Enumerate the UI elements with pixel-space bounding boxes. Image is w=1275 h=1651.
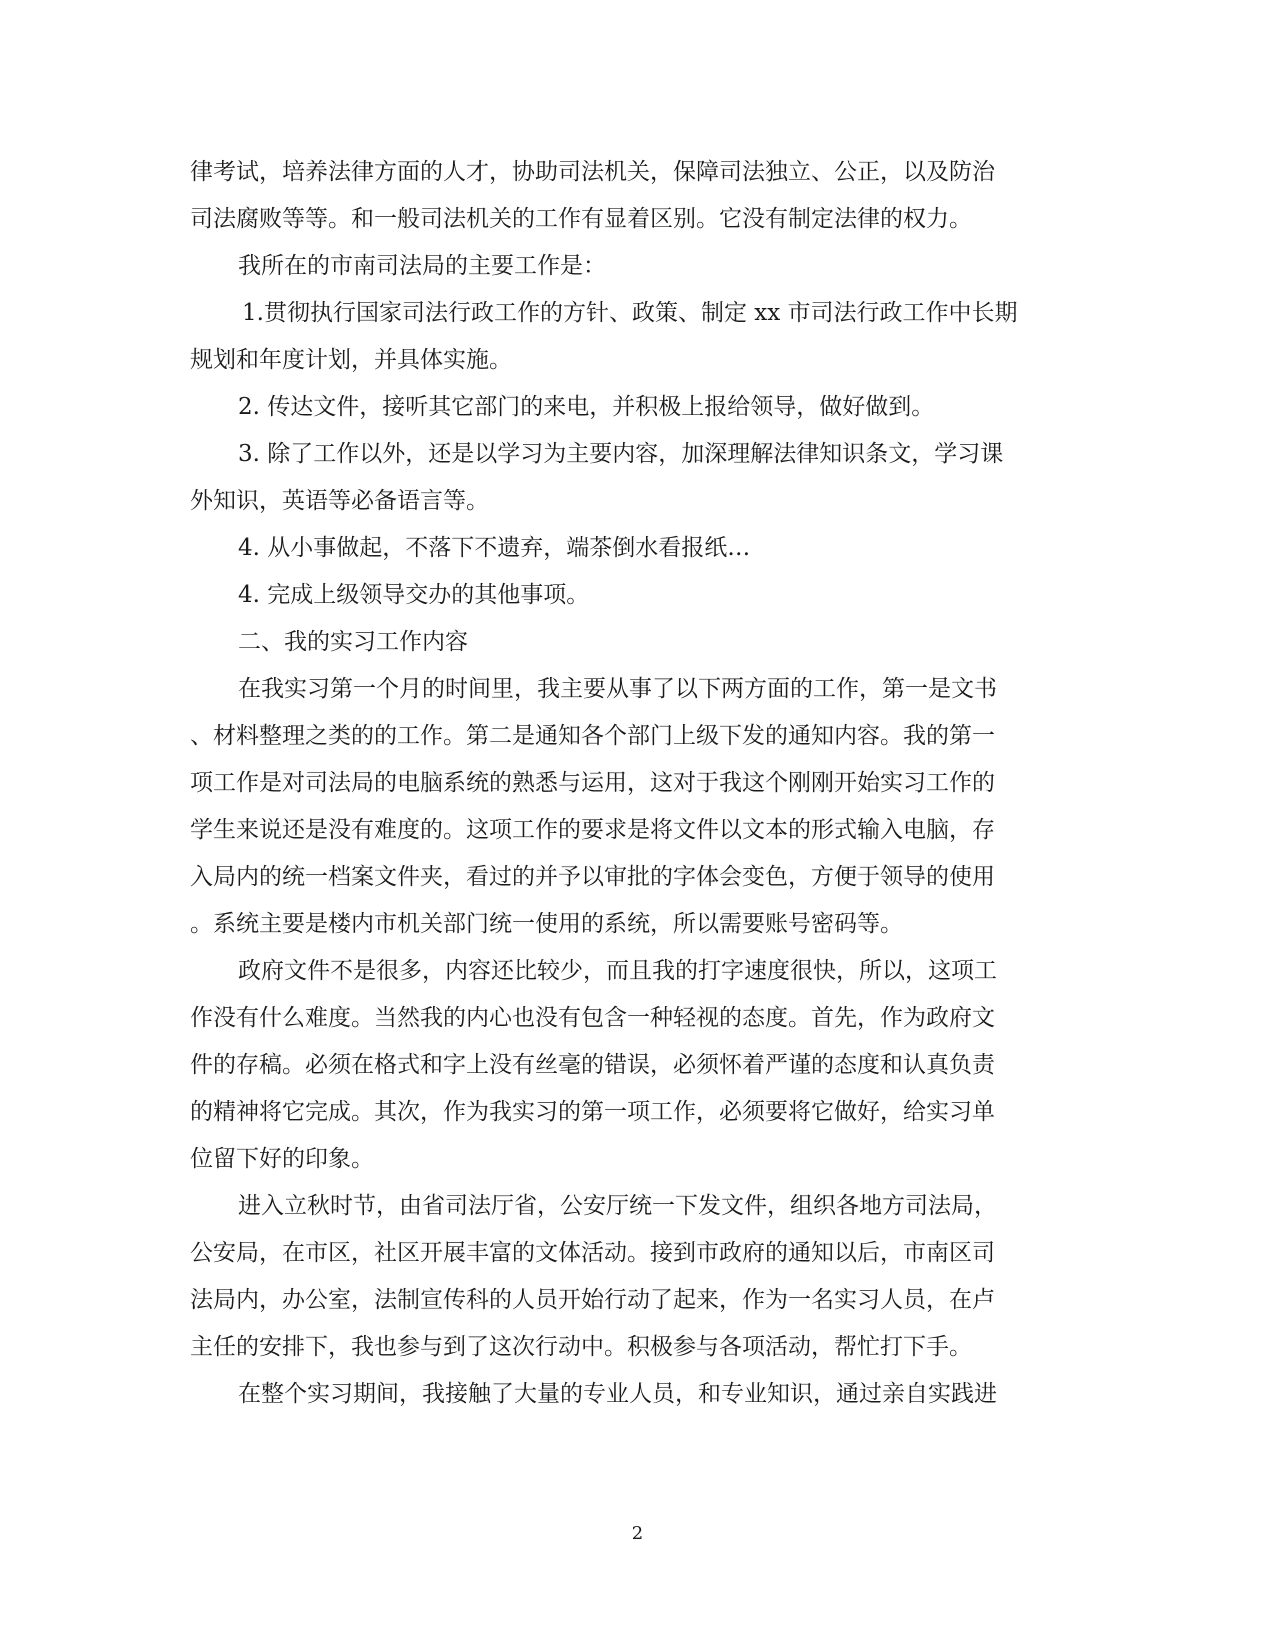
text-line: 司法腐败等等。和一般司法机关的工作有显着区别。它没有制定法律的权力。 bbox=[190, 206, 972, 232]
text-line: 的精神将它完成。其次，作为我实习的第一项工作，必须要将它做好，给实习单 bbox=[190, 1099, 995, 1125]
text-line: 位留下好的印象。 bbox=[190, 1146, 374, 1172]
text-line: 在我实习第一个月的时间里，我主要从事了以下两方面的工作，第一是文书 bbox=[238, 676, 997, 702]
text-line: 1.贯彻执行国家司法行政工作的方针、政策、制定 xx 市司法行政工作中长期 bbox=[242, 300, 1018, 326]
text-line: 规划和年度计划，并具体实施。 bbox=[190, 347, 512, 373]
text-line: 法局内，办公室，法制宣传科的人员开始行动了起来，作为一名实习人员，在卢 bbox=[190, 1287, 995, 1313]
section-heading: 二、我的实习工作内容 bbox=[238, 629, 468, 655]
text-line: 入局内的统一档案文件夹，看过的并予以审批的字体会变色，方便于领导的使用 bbox=[190, 864, 995, 890]
page-number: 2 bbox=[631, 1523, 644, 1544]
text-line: 件的存稿。必须在格式和字上没有丝毫的错误，必须怀着严谨的态度和认真负责 bbox=[190, 1052, 995, 1078]
text-line: 4. 从小事做起，不落下不遗弃，端茶倒水看报纸… bbox=[238, 535, 751, 561]
text-line: 政府文件不是很多，内容还比较少，而且我的打字速度很快，所以，这项工 bbox=[238, 958, 997, 984]
text-line: 2. 传达文件，接听其它部门的来电，并积极上报给领导，做好做到。 bbox=[238, 394, 935, 420]
text-line: 公安局，在市区，社区开展丰富的文体活动。接到市政府的通知以后，市南区司 bbox=[190, 1240, 995, 1266]
text-line: 项工作是对司法局的电脑系统的熟悉与运用，这对于我这个刚刚开始实习工作的 bbox=[190, 770, 995, 796]
text-line: 学生来说还是没有难度的。这项工作的要求是将文件以文本的形式输入电脑，存 bbox=[190, 817, 995, 843]
text-line: 进入立秋时节，由省司法厅省，公安厅统一下发文件，组织各地方司法局， bbox=[238, 1193, 997, 1219]
text-line: 在整个实习期间，我接触了大量的专业人员，和专业知识，通过亲自实践进 bbox=[238, 1381, 997, 1407]
text-line: 我所在的市南司法局的主要工作是： bbox=[238, 253, 606, 279]
text-line: 、材料整理之类的的工作。第二是通知各个部门上级下发的通知内容。我的第一 bbox=[190, 723, 995, 749]
text-line: 4. 完成上级领导交办的其他事项。 bbox=[238, 582, 590, 608]
text-line: 3. 除了工作以外，还是以学习为主要内容，加深理解法律知识条文，学习课 bbox=[238, 441, 1004, 467]
text-line: 主任的安排下，我也参与到了这次行动中。积极参与各项活动，帮忙打下手。 bbox=[190, 1334, 972, 1360]
text-line: 作没有什么难度。当然我的内心也没有包含一种轻视的态度。首先，作为政府文 bbox=[190, 1005, 995, 1031]
text-line: 。系统主要是楼内市机关部门统一使用的系统，所以需要账号密码等。 bbox=[190, 911, 903, 937]
text-line: 外知识，英语等必备语言等。 bbox=[190, 488, 489, 514]
text-line: 律考试，培养法律方面的人才，协助司法机关，保障司法独立、公正，以及防治 bbox=[190, 159, 995, 185]
